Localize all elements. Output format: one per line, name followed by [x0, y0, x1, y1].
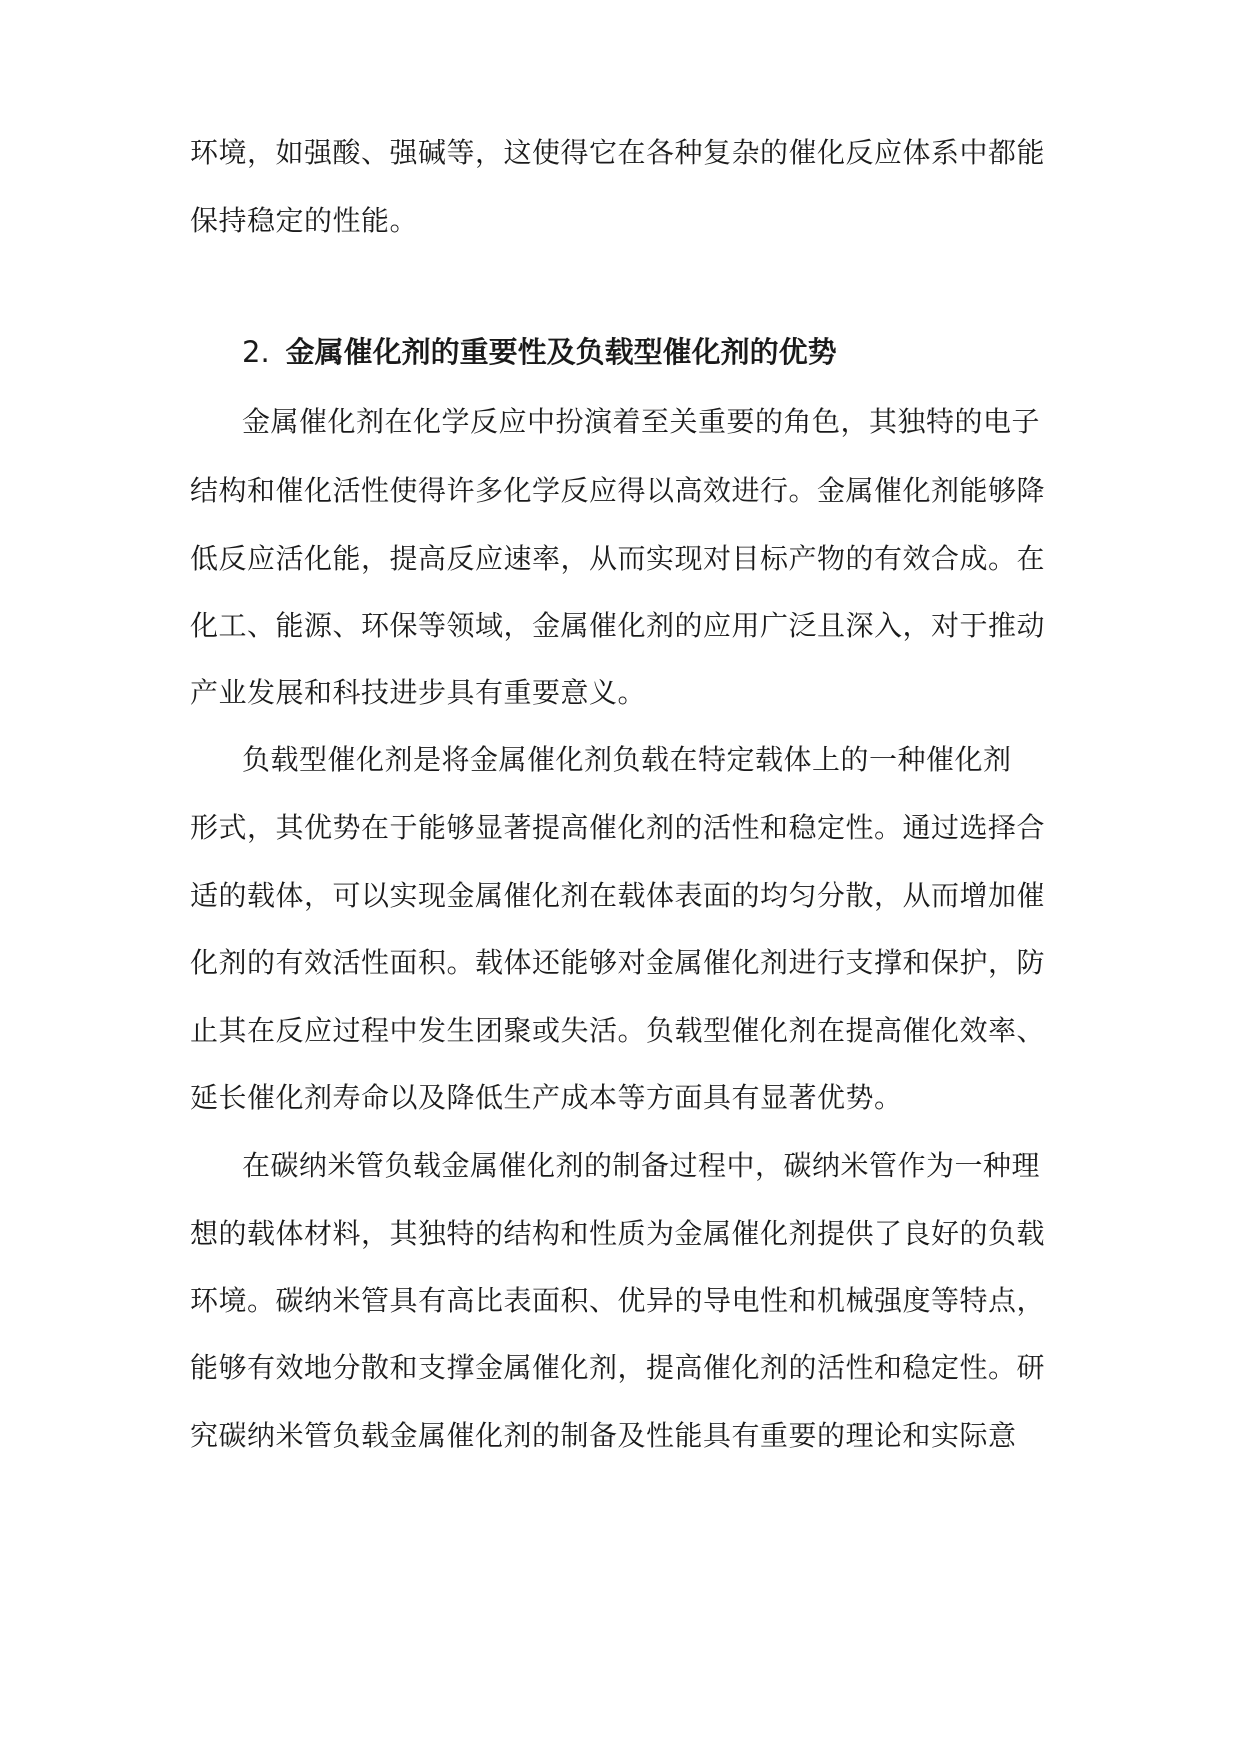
paragraph-line: 化剂的有效活性面积。载体还能够对金属催化剂进行支撑和保护，防: [190, 946, 1046, 979]
paragraph-line: 保持稳定的性能。: [190, 204, 419, 237]
paragraph-line: 止其在反应过程中发生团聚或失活。负载型催化剂在提高催化效率、: [190, 1014, 1046, 1047]
section-heading: [242, 332, 837, 372]
paragraph-line: 在碳纳米管负载金属催化剂的制备过程中，碳纳米管作为一种理: [242, 1149, 1041, 1182]
paragraph-line: 究碳纳米管负载金属催化剂的制备及性能具有重要的理论和实际意: [190, 1419, 1017, 1452]
paragraph-line: 能够有效地分散和支撑金属催化剂，提高催化剂的活性和稳定性。研: [190, 1351, 1046, 1384]
paragraph-line: 负载型催化剂是将金属催化剂负载在特定载体上的一种催化剂: [242, 743, 1012, 776]
paragraph-line: 适的载体，可以实现金属催化剂在载体表面的均匀分散，从而增加催: [190, 879, 1046, 912]
paragraph-line: 形式，其优势在于能够显著提高催化剂的活性和稳定性。通过选择合: [190, 811, 1046, 844]
section-title: 金属催化剂的重要性及负载型催化剂的优势: [285, 335, 837, 369]
paragraph-line: 环境，如强酸、强碱等，这使得它在各种复杂的催化反应体系中都能: [190, 136, 1046, 169]
paragraph-line: 产业发展和科技进步具有重要意义。: [190, 676, 647, 709]
paragraph-line: 低反应活化能，提高反应速率，从而实现对目标产物的有效合成。在: [190, 542, 1046, 575]
paragraph-line: 金属催化剂在化学反应中扮演着至关重要的角色，其独特的电子: [242, 405, 1041, 438]
paragraph-line: 结构和催化活性使得许多化学反应得以高效进行。金属催化剂能够降: [190, 474, 1046, 507]
paragraph-line: 延长催化剂寿命以及降低生产成本等方面具有显著优势。: [190, 1081, 903, 1114]
paragraph-line: 想的载体材料，其独特的结构和性质为金属催化剂提供了良好的负载: [190, 1217, 1046, 1250]
paragraph-line: 化工、能源、环保等领域，金属催化剂的应用广泛且深入，对于推动: [190, 609, 1046, 642]
section-number: 2.: [242, 335, 270, 369]
paragraph-line: 环境。碳纳米管具有高比表面积、优异的导电性和机械强度等特点，: [190, 1284, 1046, 1317]
